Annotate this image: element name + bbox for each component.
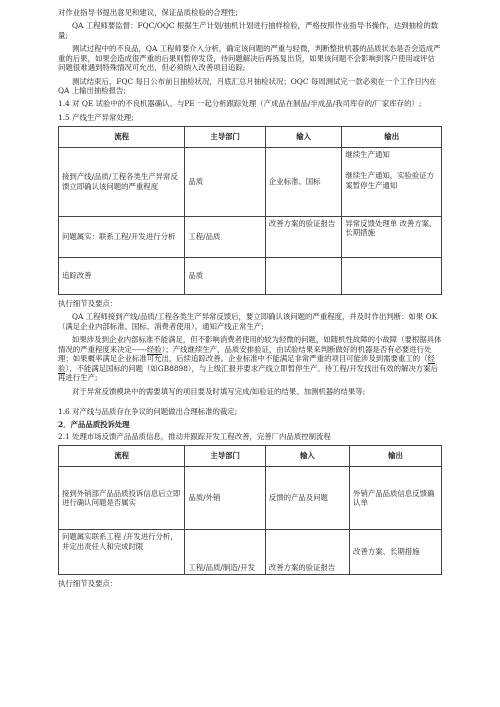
table-row	[59, 257, 442, 294]
header-dept: 主导部门	[185, 446, 265, 467]
cell-output	[342, 257, 442, 294]
header-output: 输出	[350, 446, 442, 467]
cell-dept: 品质	[185, 147, 265, 216]
paragraph: QA 工程师接到产线/品质/工程各类生产异常反馈后，要立即确认该问题的严重程度，并及时作出判断：如果 OK（满足企业内部标准、国标、消费者使用），通知产线正常生产;	[58, 312, 438, 331]
spacer	[58, 400, 442, 407]
process-table-2	[58, 445, 442, 575]
cell-flow: 问题属实联系工程 /开发进行分析，并定出责任人和完成时限	[59, 530, 185, 575]
cell-input	[265, 257, 342, 294]
paragraph: 2.1 处理市场反馈产品品质信息，推动并跟踪开发工程改善，完善厂内品质控制流程	[58, 432, 331, 442]
text-run: ）；产线继续生产，品质安排验证，由试验结果来判断做好的机器是否有必要进行处理；如果概率满足企业标准可允出，后续追踪改善。企业标准中不能满足非常严重的项目可能涉及到需要重工的（	[58, 344, 432, 364]
text-run: ）、不能满足国标的问题（如GB8898），与上级汇报并要求产线立即暂停生产。待工程/开发找出有效的解决方案后再进行生产;	[58, 363, 439, 383]
paragraph: 测试结束后，FQC 每日公布前日抽检状况，月底汇总月抽检状况；OQC 每周测试完一款必须在一个工作日内在 QA 上输出抽检报告;	[58, 76, 437, 96]
paragraph: QA 工程师要监督：FQC/OQC 根据生产计划/抽机计划进行抽样检验，严格按照作业指导书操作，达到抽检的数量;	[58, 21, 439, 40]
table-row	[59, 530, 442, 575]
process-table-1	[58, 126, 442, 295]
cell-dept: 工程/品质	[185, 216, 265, 257]
output-line: 继续生产通知	[345, 149, 390, 159]
header-input: 输入	[265, 446, 349, 467]
cell-output	[342, 147, 442, 216]
header-output: 输出	[342, 126, 442, 147]
paragraph: 对于异常反馈模块中的需要填写的项目要及时填写完成/如验证的结果、加测机器的结果等;	[72, 386, 366, 396]
text-run: 如果涉及到企业内部标准不能满足，但不影响消费者使用的较为轻微的问题，如随机性故障的小故障（要根据具体情况的严重程度来决定------	[58, 334, 442, 354]
paragraph: 1.6 对产线与品质存在争议的问题做出合理标准的裁定;	[58, 406, 238, 416]
header-dept: 主导部门	[185, 126, 265, 147]
paragraph: 1.5 产线生产异常处理;	[58, 112, 134, 122]
cell-output: 改善方案、长期措施	[350, 530, 442, 575]
table-header-row	[59, 126, 442, 147]
paragraph: 执行细节及要点：	[58, 579, 118, 589]
table-header-row	[59, 446, 442, 467]
header-input: 输入	[265, 126, 342, 147]
cell-output: 异常反馈处理单 改善方案、长期措施	[342, 216, 442, 257]
cell-input: 反馈的产品及问题	[265, 467, 349, 530]
paragraph	[58, 335, 442, 383]
output-line: 继续生产通知，实验验证方案暂停生产通知	[345, 171, 435, 191]
cell-input: 企业标准、国标	[265, 147, 342, 216]
cell-dept: 品质	[185, 257, 265, 294]
experience-link[interactable]: 经验	[146, 344, 162, 354]
header-flow: 流程	[59, 446, 185, 467]
cell-flow: 追踪改善	[59, 257, 185, 294]
cell-input: 改善方案的验证报告	[265, 530, 349, 575]
cell-dept: 工程/品质/制造/开发	[185, 530, 265, 575]
paragraph: 执行细节及要点：	[58, 298, 118, 308]
cell-dept: 品质/外销	[185, 467, 265, 530]
cell-input: 改善方案的验证报告	[265, 216, 342, 257]
cell-flow: 问题属实：联系工程/开发进行分析	[59, 216, 185, 257]
section-heading: 2．产品品质投诉处理	[58, 420, 130, 430]
cell-output: 外销产品品质信息反馈确认单	[350, 467, 442, 530]
paragraph: 1.4 对 QE 试验中的不良机器确认、与PE 一起分析跟踪处理（产成品在制品/半成品/我司库存的/厂家库存的）;	[58, 99, 422, 109]
header-flow: 流程	[59, 126, 185, 147]
experience-link[interactable]: 经验	[58, 354, 435, 373]
table-row	[59, 147, 442, 216]
cell-flow: 接到外销部产品品质投诉信息后立即进行确认问题是否属实	[59, 467, 185, 530]
table-row	[59, 216, 442, 257]
table-row	[59, 467, 442, 530]
paragraph: 测试过程中的不良品，QA 工程师要介入分析，确定该问题的严重与轻微，判断整批机器的品质状态是否会造成严重的后果，如果会造成很严重的后果则暂停发货，待问题解决后再拣复出货，如果该问题不会影响到客户使用或评估问题很难遇到特殊情况可允出，但必须纳入改善项目追踪;	[58, 44, 441, 73]
paragraph: 对作业指导书提出意见和建议，保证品质检验的合理性;	[58, 8, 238, 17]
cell-flow: 接到产线/品质/工程各类生产异常反馈立即确认该问题的严重程度	[59, 147, 185, 216]
